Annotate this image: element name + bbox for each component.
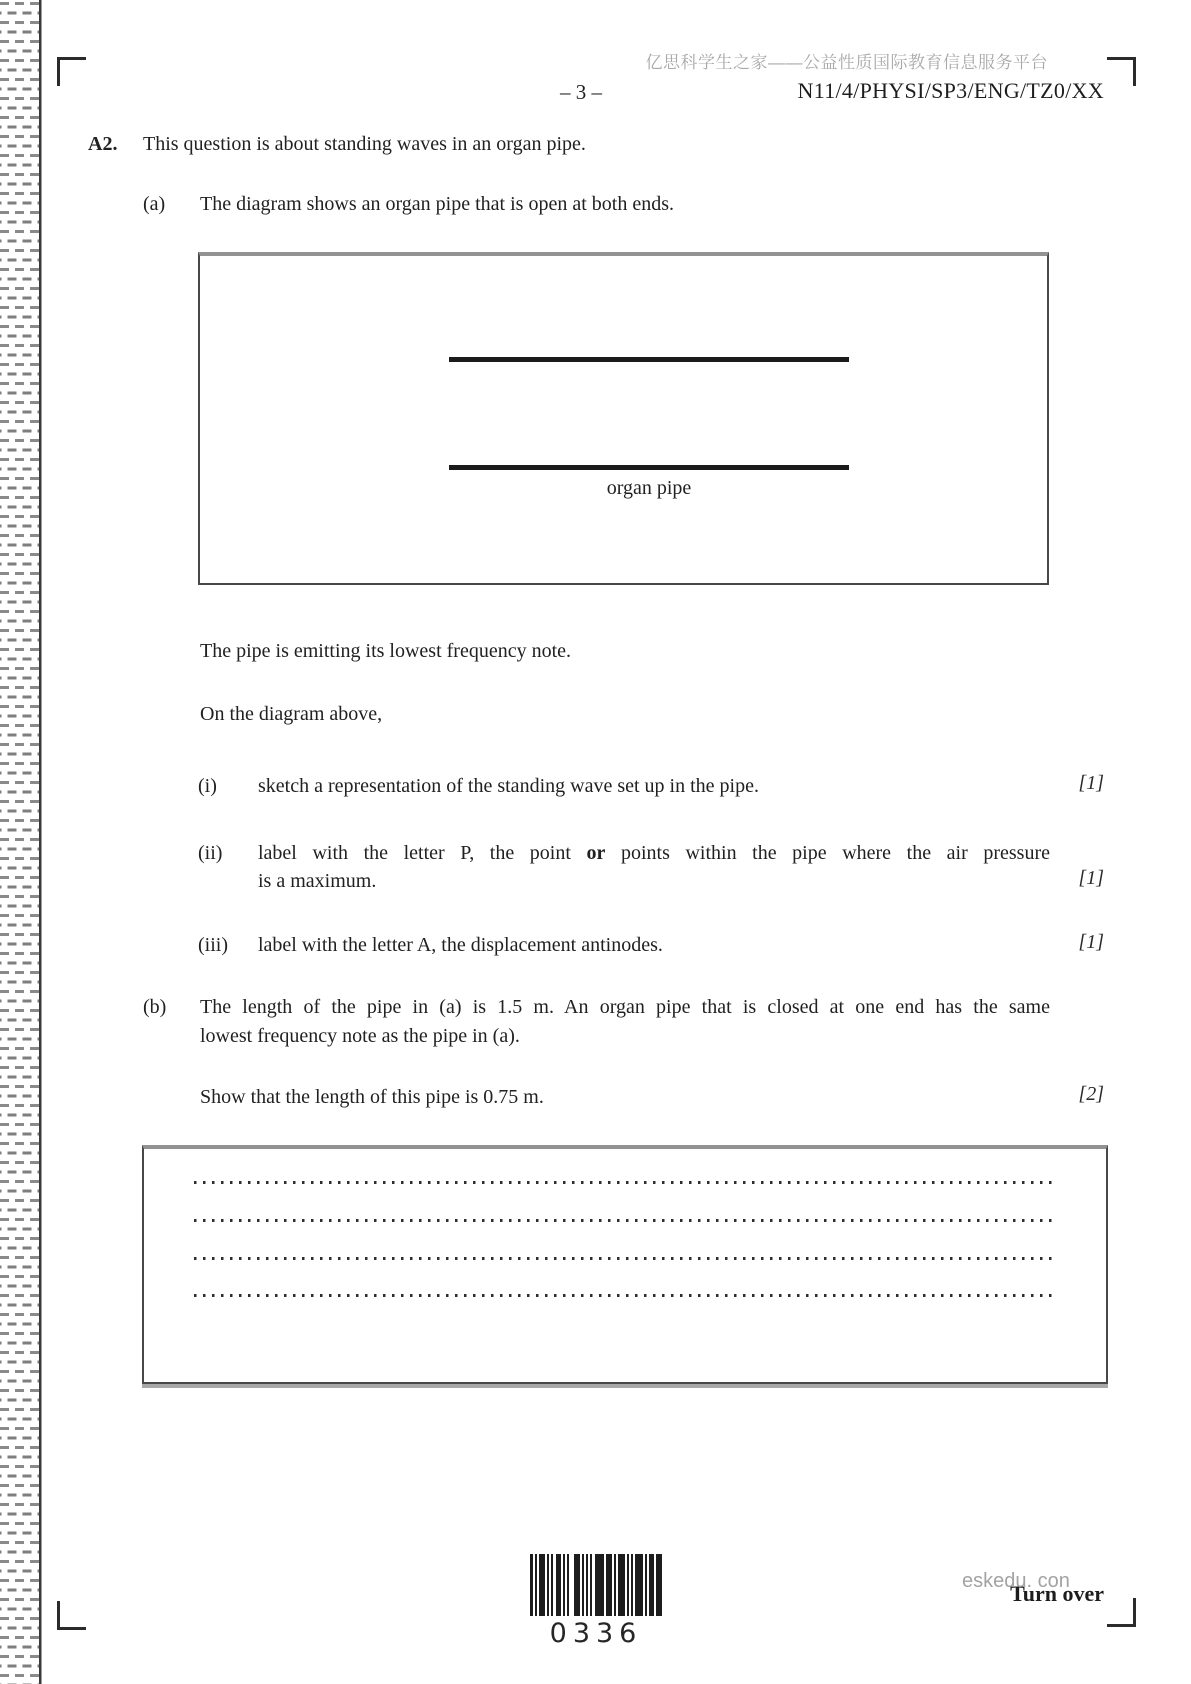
subitem-ii-line1 xyxy=(258,839,1050,867)
organ-pipe-bottom-wall xyxy=(449,465,849,470)
part-b-line1: The length of the pipe in (a) is 1.5 m. An organ pipe that is closed at one end has the same xyxy=(200,996,1050,1018)
diagram-box xyxy=(198,252,1049,585)
answer-dotted-line xyxy=(194,1181,1052,1184)
subitem-ii-line1-post: points within the pipe where the air pressure xyxy=(605,842,1050,864)
part-b-show-line: Show that the length of this pipe is 0.75 m. xyxy=(200,1086,544,1108)
organ-pipe-top-wall xyxy=(449,357,849,362)
crop-mark-bottom-right xyxy=(1107,1598,1136,1627)
part-b-marks: [2] xyxy=(1078,1083,1104,1105)
part-a-label: (a) xyxy=(143,193,166,215)
answer-dotted-line xyxy=(194,1257,1052,1260)
subitem-i-label: (i) xyxy=(198,775,217,797)
subitem-ii-marks: [1] xyxy=(1078,867,1104,889)
binding-hatch-texture xyxy=(0,0,42,1684)
barcode-number: 0336 xyxy=(549,1618,643,1649)
site-watermark-footer: eskedu. con xyxy=(962,1570,1070,1592)
crop-mark-top-left xyxy=(57,57,86,86)
subitem-ii-line1-bold: or xyxy=(586,842,606,864)
answer-dotted-line xyxy=(194,1219,1052,1222)
paper-code: N11/4/PHYSI/SP3/ENG/TZ0/XX xyxy=(797,78,1104,103)
subitem-i-text: sketch a representation of the standing wave set up in the pipe. xyxy=(258,775,759,797)
subitem-ii-line1-pre: label with the letter P, the point xyxy=(258,842,587,864)
subitem-iii-text: label with the letter A, the displacement antinodes. xyxy=(258,934,663,956)
subitem-iii-marks: [1] xyxy=(1078,931,1104,953)
crop-mark-bottom-left xyxy=(57,1601,86,1630)
note-on-diagram: On the diagram above, xyxy=(200,703,383,725)
subitem-ii-line2: is a maximum. xyxy=(258,870,377,892)
part-b-line2: lowest frequency note as the pipe in (a). xyxy=(200,1025,520,1047)
page-number: – 3 – xyxy=(560,80,602,104)
answer-box xyxy=(142,1145,1108,1384)
crop-mark-top-right xyxy=(1107,57,1136,86)
diagram-caption: organ pipe xyxy=(606,477,692,499)
barcode-image xyxy=(530,1554,662,1616)
note-lowest-frequency: The pipe is emitting its lowest frequency note. xyxy=(200,640,572,662)
turn-over-label: Turn over xyxy=(1010,1581,1104,1606)
part-a-text: The diagram shows an organ pipe that is open at both ends. xyxy=(200,193,674,215)
question-number: A2. xyxy=(88,133,118,155)
subitem-i-marks: [1] xyxy=(1078,772,1104,794)
question-intro: This question is about standing waves in an organ pipe. xyxy=(143,133,586,155)
answer-dotted-line xyxy=(194,1294,1052,1297)
subitem-iii-label: (iii) xyxy=(198,934,228,956)
part-b-label: (b) xyxy=(143,996,167,1018)
subitem-ii-label: (ii) xyxy=(198,842,223,864)
site-watermark-header: 亿思科学生之家——公益性质国际教育信息服务平台 xyxy=(645,53,1048,72)
